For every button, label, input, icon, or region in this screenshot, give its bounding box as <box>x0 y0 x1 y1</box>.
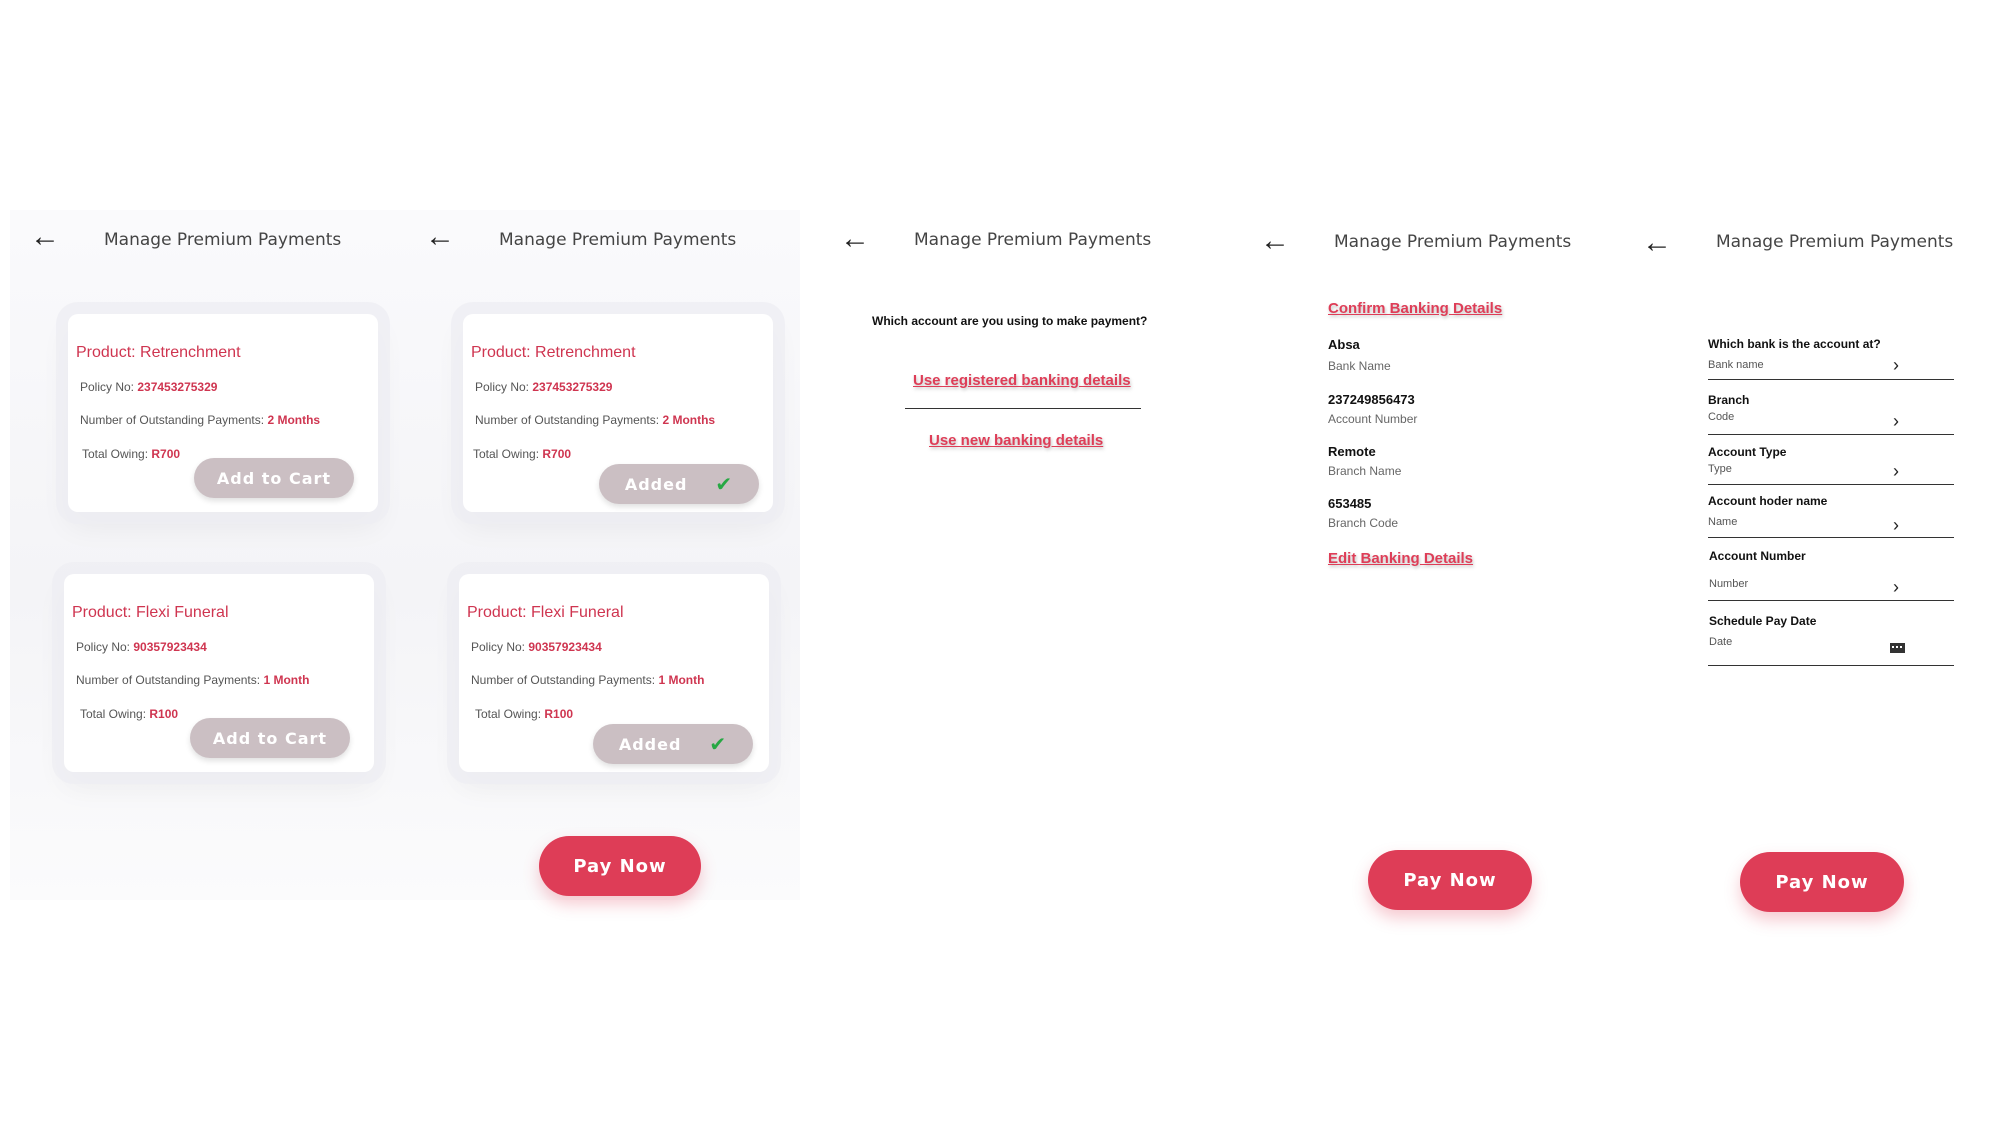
added-button[interactable] <box>593 724 753 764</box>
added-button[interactable] <box>599 464 759 504</box>
branch-code-value: 653485 <box>1328 496 1372 511</box>
arrow-left-icon[interactable]: ← <box>425 220 455 253</box>
field-placeholder: Type <box>1708 463 1732 475</box>
screen-added <box>405 210 800 900</box>
field-placeholder: Number <box>1709 578 1749 590</box>
arrow-left-icon[interactable]: ← <box>1260 224 1290 257</box>
checkmark-icon: ✔ <box>709 732 728 756</box>
policy-label: Policy No: <box>76 640 134 654</box>
policy-label: Policy No: <box>471 640 529 654</box>
total-owing <box>473 447 571 461</box>
field-label: Account Number <box>1709 549 1806 563</box>
bank-name-value: Absa <box>1328 337 1360 352</box>
policy-value: 237453275329 <box>137 380 218 394</box>
product-card-flexi-funeral <box>459 574 769 772</box>
owing-value: R700 <box>151 447 181 461</box>
bank-name-caption: Bank Name <box>1328 359 1391 373</box>
page-title: Manage Premium Payments <box>914 230 1152 250</box>
chevron-right-icon[interactable]: › <box>1893 411 1899 431</box>
screen-confirm-banking <box>1230 210 1610 910</box>
outstanding-label: Number of Outstanding Payments: <box>76 673 264 687</box>
add-to-cart-button[interactable]: Add to Cart <box>190 718 350 758</box>
screen-new-banking <box>1610 210 2001 910</box>
outstanding-label: Number of Outstanding Payments: <box>80 413 268 427</box>
owing-label: Total Owing: <box>475 707 545 721</box>
product-name: Product: Retrenchment <box>76 344 241 361</box>
policy-value: 237453275329 <box>532 380 613 394</box>
chevron-right-icon[interactable]: › <box>1893 515 1899 535</box>
account-number-value: 237249856473 <box>1328 392 1415 407</box>
policy-number <box>471 640 602 654</box>
chevron-right-icon[interactable]: › <box>1893 577 1899 597</box>
chevron-right-icon[interactable]: › <box>1893 355 1899 375</box>
owing-label: Total Owing: <box>82 447 152 461</box>
field-underline <box>1708 484 1954 485</box>
policy-value: 90357923434 <box>133 640 207 654</box>
outstanding-value: 2 Months <box>662 413 716 427</box>
arrow-left-icon[interactable]: ← <box>30 220 60 253</box>
field-underline <box>1708 379 1954 380</box>
owing-label: Total Owing: <box>80 707 150 721</box>
total-owing <box>82 447 180 461</box>
divider <box>905 408 1141 409</box>
field-label: Which bank is the account at? <box>1708 337 1881 351</box>
field-placeholder: Date <box>1709 636 1733 648</box>
field-placeholder: Code <box>1708 411 1735 423</box>
branch-name-caption: Branch Name <box>1328 464 1402 478</box>
outstanding-label: Number of Outstanding Payments: <box>471 673 659 687</box>
product-card-flexi-funeral <box>64 574 374 772</box>
total-owing <box>80 707 178 721</box>
outstanding-value: 1 Month <box>263 673 310 687</box>
policy-number <box>76 640 207 654</box>
outstanding-value: 2 Months <box>267 413 321 427</box>
page-title: Manage Premium Payments <box>104 230 342 250</box>
chevron-right-icon[interactable]: › <box>1893 461 1899 481</box>
field-placeholder: Bank name <box>1708 359 1764 371</box>
page-title: Manage Premium Payments <box>1716 232 1954 252</box>
field-label: Account Type <box>1708 445 1787 459</box>
added-label: Added <box>618 734 682 754</box>
outstanding-payments <box>76 673 309 687</box>
field-label: Branch <box>1708 393 1750 407</box>
outstanding-payments <box>475 413 715 427</box>
pay-now-button[interactable]: Pay Now <box>1368 850 1532 910</box>
outstanding-payments <box>471 673 704 687</box>
policy-number <box>80 380 217 394</box>
product-name: Product: Flexi Funeral <box>72 604 229 621</box>
branch-code-caption: Branch Code <box>1328 516 1399 530</box>
outstanding-value: 1 Month <box>658 673 705 687</box>
total-owing <box>475 707 573 721</box>
page-title: Manage Premium Payments <box>1334 232 1572 252</box>
outstanding-label: Number of Outstanding Payments: <box>475 413 663 427</box>
arrow-left-icon[interactable]: ← <box>840 222 870 255</box>
field-label: Account hoder name <box>1708 494 1828 508</box>
field-underline <box>1708 665 1954 666</box>
added-label: Added <box>624 474 688 494</box>
product-card-retrenchment <box>68 314 378 512</box>
confirm-banking-heading: Confirm Banking Details <box>1328 300 1503 317</box>
outstanding-payments <box>80 413 320 427</box>
arrow-left-icon[interactable]: ← <box>1642 226 1672 259</box>
account-number-caption: Account Number <box>1328 412 1418 426</box>
screen-account-choice <box>810 210 1210 910</box>
screen-cart <box>10 210 405 900</box>
owing-value: R100 <box>149 707 179 721</box>
account-question: Which account are you using to make payment? <box>872 314 1148 328</box>
field-label: Schedule Pay Date <box>1709 614 1817 628</box>
add-to-cart-button[interactable]: Add to Cart <box>194 458 354 498</box>
owing-label: Total Owing: <box>473 447 543 461</box>
policy-label: Policy No: <box>80 380 138 394</box>
field-underline <box>1708 537 1954 538</box>
owing-value: R100 <box>544 707 574 721</box>
product-name: Product: Flexi Funeral <box>467 604 624 621</box>
product-card-retrenchment <box>463 314 773 512</box>
field-underline <box>1708 434 1954 435</box>
owing-value: R700 <box>542 447 572 461</box>
use-new-banking-link[interactable]: Use new banking details <box>929 432 1104 449</box>
use-registered-banking-link[interactable]: Use registered banking details <box>913 372 1131 389</box>
product-name: Product: Retrenchment <box>471 344 636 361</box>
checkmark-icon: ✔ <box>715 472 734 496</box>
calendar-icon[interactable] <box>1890 643 1905 653</box>
field-underline <box>1708 600 1954 601</box>
branch-name-value: Remote <box>1328 444 1376 459</box>
field-placeholder: Name <box>1708 516 1738 528</box>
policy-number <box>475 380 612 394</box>
pay-now-button[interactable]: Pay Now <box>539 836 701 896</box>
policy-label: Policy No: <box>475 380 533 394</box>
page-title: Manage Premium Payments <box>499 230 737 250</box>
policy-value: 90357923434 <box>528 640 602 654</box>
edit-banking-details-link[interactable]: Edit Banking Details <box>1328 550 1474 567</box>
pay-now-button[interactable]: Pay Now <box>1740 852 1904 912</box>
